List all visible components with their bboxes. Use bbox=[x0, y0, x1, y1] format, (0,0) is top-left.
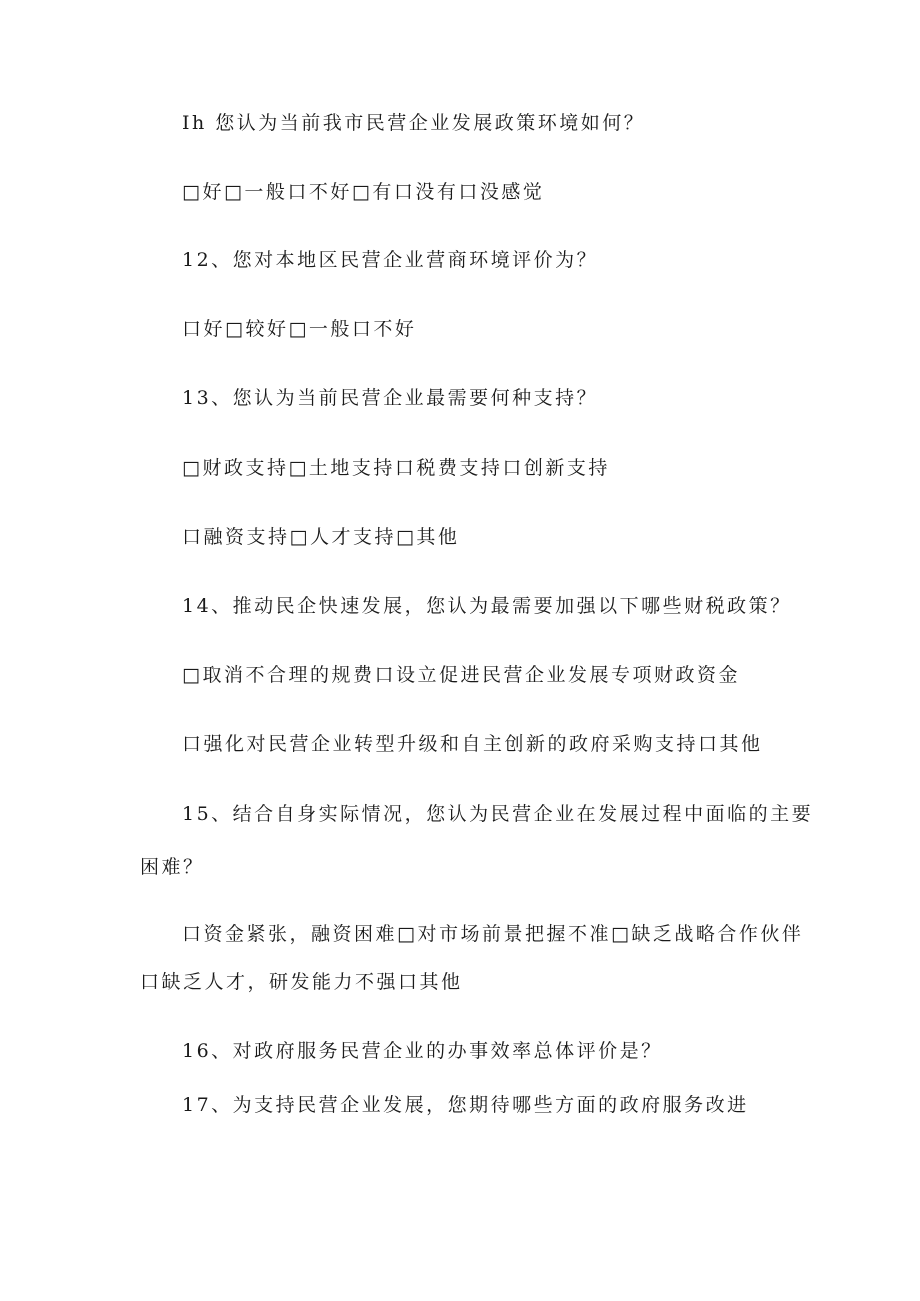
question-12-options: 口好□较好□一般口不好 bbox=[182, 318, 417, 340]
question-15-line2: 困难？ bbox=[140, 856, 205, 878]
question-15-options-line1: 口资金紧张，融资困难□对市场前景把握不准□缺乏战略合作伙伴 bbox=[182, 923, 804, 945]
question-14-options-line1: □取消不合理的规费口设立促进民营企业发展专项财政资金 bbox=[182, 664, 740, 686]
question-15-line1: 15、结合自身实际情况，您认为民营企业在发展过程中面临的主要 bbox=[182, 803, 814, 825]
question-17: 17、为支持民营企业发展，您期待哪些方面的政府服务改进 bbox=[182, 1094, 749, 1116]
question-13-options-line2: 口融资支持□人才支持□其他 bbox=[182, 526, 460, 548]
question-11: Ih 您认为当前我市民营企业发展政策环境如何？ bbox=[182, 112, 646, 134]
question-11-options: □好□一般口不好□有口没有口没感觉 bbox=[182, 181, 545, 203]
question-13-options-line1: □财政支持□土地支持口税费支持口创新支持 bbox=[182, 457, 610, 479]
question-14: 14、推动民企快速发展，您认为最需要加强以下哪些财税政策？ bbox=[182, 595, 792, 617]
question-16: 16、对政府服务民营企业的办事效率总体评价是？ bbox=[182, 1040, 663, 1062]
question-14-options-line2: 口强化对民营企业转型升级和自主创新的政府采购支持口其他 bbox=[182, 733, 763, 755]
question-15-options-line2: 口缺乏人才，研发能力不强口其他 bbox=[140, 971, 463, 993]
question-13: 13、您认为当前民营企业最需要何种支持？ bbox=[182, 387, 599, 409]
question-12: 12、您对本地区民营企业营商环境评价为？ bbox=[182, 249, 599, 271]
